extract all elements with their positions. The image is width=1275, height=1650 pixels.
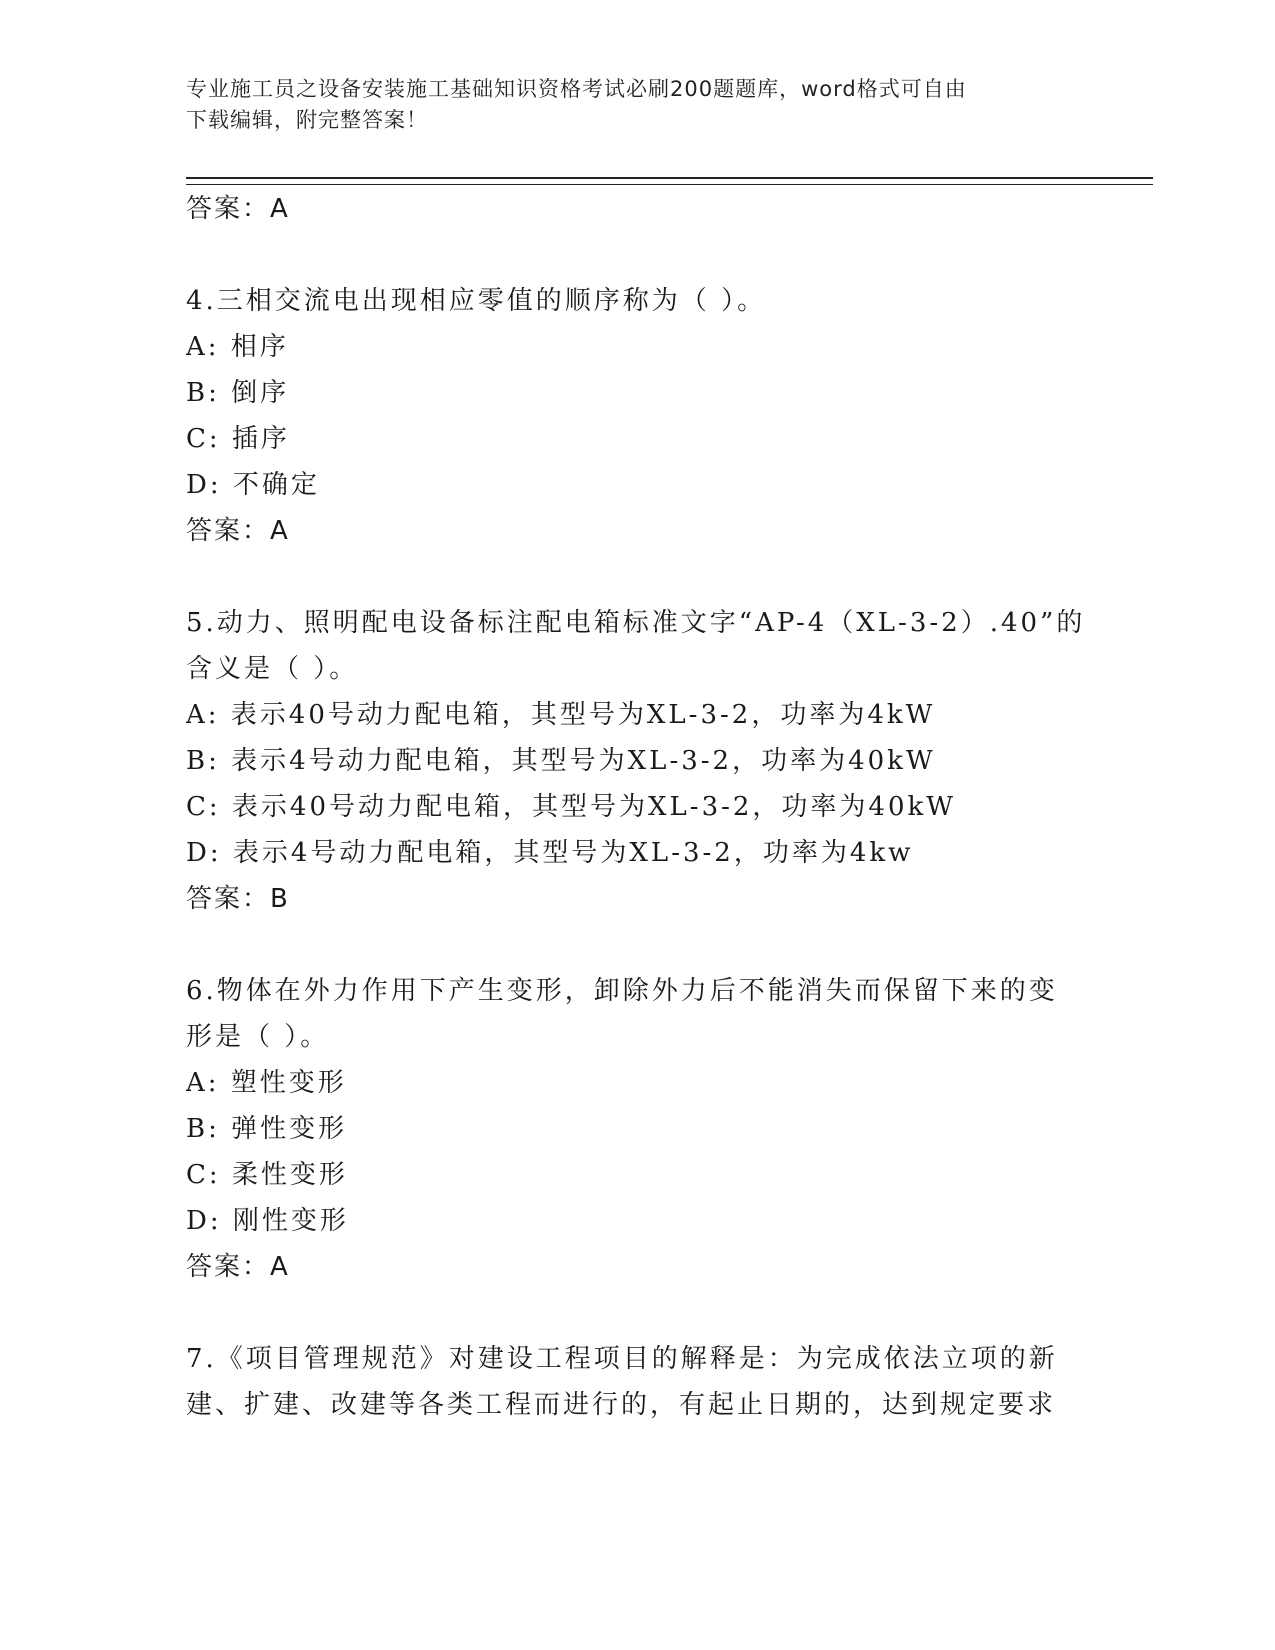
option-c: C: 表示40号动力配电箱，其型号为XL-3-2，功率为40kW — [186, 792, 956, 822]
option-a: A: 表示40号动力配电箱，其型号为XL-3-2，功率为4kW — [186, 700, 936, 730]
question-stem-continued: 形是（ ）。 — [186, 1022, 330, 1052]
option-b: B: 表示4号动力配电箱，其型号为XL-3-2，功率为40kW — [186, 746, 936, 776]
option-a: A: 相序 — [186, 332, 289, 362]
option-c: C: 柔性变形 — [186, 1160, 348, 1190]
header-line-2: 下载编辑，附完整答案！ — [186, 108, 428, 132]
answer-line: 答案：B — [186, 884, 290, 914]
question-6 — [186, 968, 1086, 1290]
question-stem: 4.三相交流电出现相应零值的顺序称为（ ）。 — [186, 286, 767, 316]
answer-line: 答案：A — [186, 194, 290, 224]
option-c: C: 插序 — [186, 424, 290, 454]
header-divider — [186, 177, 1153, 185]
question-4 — [186, 278, 1086, 554]
question-stem-continued: 建、扩建、改建等各类工程而进行的，有起止日期的，达到规定要求 — [186, 1390, 1057, 1420]
question-7 — [186, 1336, 1086, 1428]
option-b: B: 倒序 — [186, 378, 290, 408]
option-d: D: 表示4号动力配电箱，其型号为XL-3-2，功率为4kw — [186, 838, 914, 868]
spacer — [186, 922, 1086, 968]
spacer — [186, 554, 1086, 600]
spacer — [186, 1290, 1086, 1336]
question-stem: 5.动力、照明配电设备标注配电箱标准文字“AP-4（XL-3-2）.40”的 — [186, 608, 1086, 638]
question-stem: 6.物体在外力作用下产生变形，卸除外力后不能消失而保留下来的变 — [186, 976, 1058, 1006]
question-5 — [186, 600, 1086, 922]
header-line-1: 专业施工员之设备安装施工基础知识资格考试必刷200题题库，word格式可自由 — [186, 77, 967, 101]
document-header — [186, 74, 1066, 136]
option-b: B: 弹性变形 — [186, 1114, 348, 1144]
spacer — [186, 232, 1086, 278]
question-content — [186, 186, 1086, 1428]
option-d: D: 刚性变形 — [186, 1206, 349, 1236]
answer-line: 答案：A — [186, 1252, 290, 1282]
question-stem-continued: 含义是（ ）。 — [186, 654, 359, 684]
option-a: A: 塑性变形 — [186, 1068, 347, 1098]
answer-line: 答案：A — [186, 516, 290, 546]
question-stem: 7.《项目管理规范》对建设工程项目的解释是：为完成依法立项的新 — [186, 1344, 1058, 1374]
option-d: D: 不确定 — [186, 470, 320, 500]
